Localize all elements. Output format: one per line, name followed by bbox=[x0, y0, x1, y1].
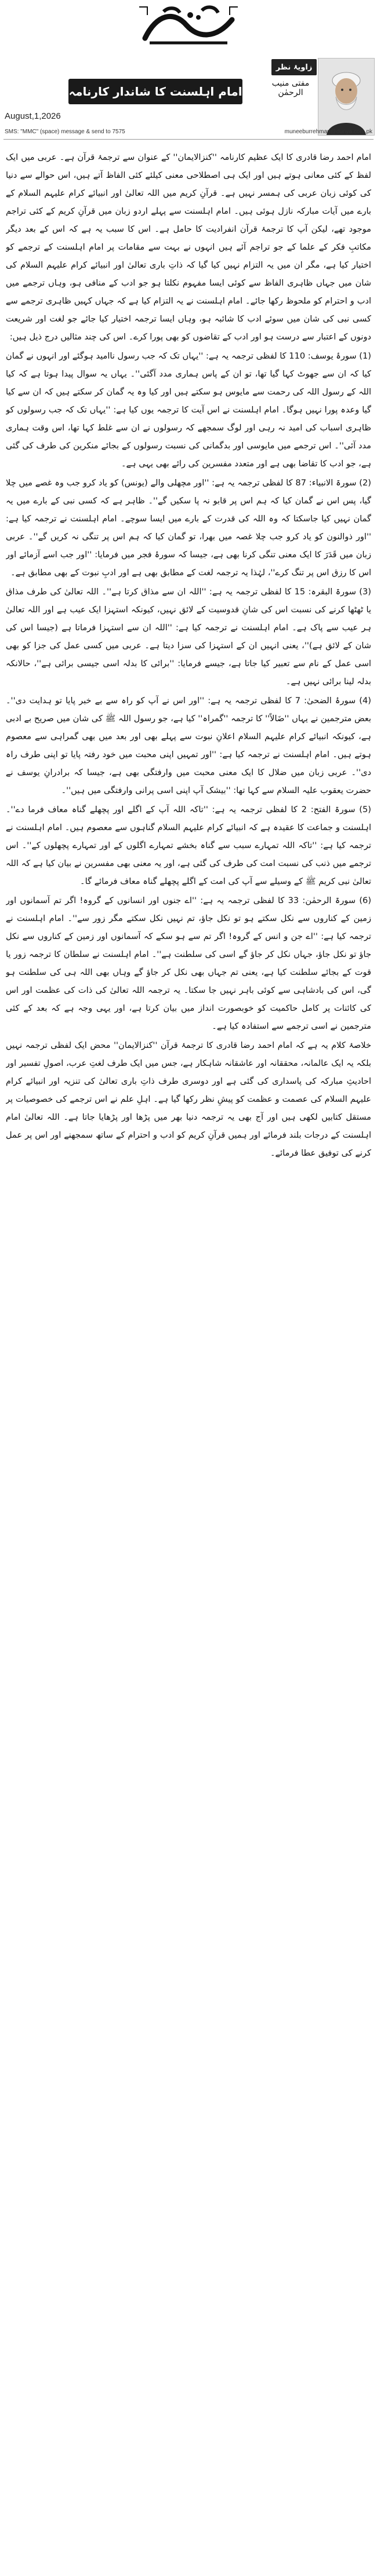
author-portrait bbox=[318, 58, 375, 136]
author-name: مفتی منیب الرحمٰن bbox=[271, 79, 310, 97]
article-paragraph: (2) سورۃ الانبیاء: 87 کا لفظی ترجمہ یہ ہے: ''اور مچھلی والے (یونس) کو یاد کرو جب وہ غصے میں چلا گیا، پس اس نے گمان کیا کہ ہم اس پر قابو نہ پا سکیں گے''۔ ظاہر ہے کہ کسی نبی کے بارے میں یہ گمان نہیں کیا جاسکتا کہ وہ اللہ کی قدرت کے بارے میں ایسا سوچے۔ امام اہلسنت نے ترجمہ کیا ہے: ''اور ذوالنون کو یاد کرو جب چلا غصہ میں بھرا، تو گمان کیا کہ ہم اس پر تنگی نہ کریں گے''۔ عربی زبان میں قَدَرَ کا ایک معنی تنگی کرنا بھی ہے، جیسا کہ سورۂ فجر میں فرمایا: ''اور جب اسے آزمائے اور اس کا رزق اس پر تنگ کرے''، لہٰذا یہ ترجمہ لغت کے مطابق بھی ہے اور ادبِ نبوت کے بھی مطابق ہے۔ bbox=[6, 478, 371, 578]
article-paragraph: (4) سورۂ الضحیٰ: 7 کا لفظی ترجمہ یہ ہے: ''اور اس نے آپ کو راہ سے بے خبر پایا تو ہدایت دی''۔ بعض مترجمین نے یہاں ''ضَالاً'' کا ترجمہ ''گمراہ'' کیا ہے، جو رسول اللہ ﷺ کی شان میں صریح بے ادبی ہے، کیونکہ انبیائے کرام علیہم السلام اعلانِ نبوت سے پہلے بھی اور بعد میں بھی گمراہی سے معصوم ہوتے ہیں۔ امام اہلسنت نے ترجمہ کیا ہے: ''اور تمہیں اپنی محبت میں خود رفتہ پایا تو اپنی طرف راہ دی''۔ عربی زبان میں ضلال کا ایک معنی محبت میں وارفتگی بھی ہے، جیسا کہ برادرانِ یوسف نے حضرت یعقوب علیہ السلام سے کہا تھا: ''بیشک آپ اپنی اسی پرانی وارفتگی میں ہیں''۔ bbox=[6, 696, 371, 795]
article-paragraph: (1) سورۂ یوسف: 110 کا لفظی ترجمہ یہ ہے: ''یہاں تک کہ جب رسول ناامید ہوگئے اور انہوں نے گمان کیا کہ ان سے جھوٹ کہا گیا تھا، تو ان کے پاس ہماری مدد آگئی''۔ یہاں یہ سوال پیدا ہوتا ہے کہ کیا اللہ کے رسول اللہ کی رحمت سے مایوس ہو سکتے ہیں اور کیا وہ یہ گمان کر سکتے ہیں کہ ان سے کیا گیا وعدہ پورا نہیں ہوگا۔ امام اہلسنت نے اس آیت کا ترجمہ یوں کیا ہے: ''یہاں تک کہ جب رسولوں کو ظاہری اسباب کی امید نہ رہی اور لوگ سمجھے کہ رسولوں نے ان سے غلط کہا تھا، اس وقت ہماری مدد آئی''۔ اس ترجمے میں مایوسی اور بدگمانی کی نسبت رسولوں کے بجائے منکرین کی طرف کی گئی ہے، جو ادب کا تقاضا بھی ہے اور متعدد مفسرین کی رائے بھی یہی ہے۔ bbox=[6, 351, 371, 469]
header-divider bbox=[3, 139, 374, 140]
article-paragraph: خلاصۂ کلام یہ ہے کہ امام احمد رضا قادری کا ترجمۂ قرآن ''کنزالایمان'' محض ایک لفظی ترجمہ نہیں بلکہ یہ ایک عالمانہ، محققانہ اور عاشقانہ شاہکار ہے، جس میں ایک طرف لغتِ عرب، اصولِ تفسیر اور احادیثِ مبارکہ کی پاسداری کی گئی ہے اور دوسری طرف ذاتِ باری تعالیٰ کی تنزیہ اور انبیائے کرام علیہم السلام کی عصمت و عظمت کو پیشِ نظر رکھا گیا ہے۔ اہلِ علم نے اس ترجمے کی خصوصیات پر مستقل کتابیں لکھی ہیں اور آج بھی یہ ترجمہ دنیا بھر میں پڑھا اور پڑھایا جاتا ہے۔ اللہ تعالیٰ امام اہلسنت کے درجات بلند فرمائے اور ہمیں قرآنِ کریم کو ادب و احترام کے ساتھ سمجھنے اور اس پر عمل کرنے کی توفیق عطا فرمائے۔ bbox=[6, 1040, 371, 1158]
article-paragraph: امام احمد رضا قادری کا ایک عظیم کارنامہ ''کنزالایمان'' کے عنوان سے ترجمۂ قرآن ہے۔ عربی میں ایک لفظ کے کئی معانی ہوتے ہیں اور ایک ہی اصطلاحی معنی کیلئے کئی الفاظ آتے ہیں، اس حوالے سے دنیا کی کوئی زبان عربی کی ہمسر نہیں ہے۔ قرآنِ کریم میں اللہ تعالیٰ اور انبیائے کرام علیہم السلام کے بارے میں آیات مبارکہ نازل ہوئی ہیں۔ امام اہلسنت سے پہلے اردو زبان میں قرآنِ کریم کے کئی تراجم موجود تھے، لیکن آپ کا ترجمۂ قرآن انفرادیت کا حامل ہے۔ اس کا سبب یہ ہے کہ اس کے بعد دیگر مکاتبِ فکر کے علما کے جو تراجم آئے ہیں انہوں نے بہت سے مقامات پر امام اہلسنت کے ترجمے کو اختیار کیا ہے، مگر ان میں یہ التزام نہیں کیا گیا کہ ذاتِ باری تعالیٰ اور انبیائے کرام علیہم السلام کی شان میں جہاں ظاہری الفاظ سے کوئی ایسا مفہوم نکلتا ہو جو ادب کے منافی ہو، وہاں ترجمے میں ادب و احترام کو ملحوظ رکھا جائے۔ امام اہلسنت نے یہ التزام کیا ہے کہ جہاں کہیں ظاہری ترجمے سے کسی نبی کی شان میں سوئے ادب کا شائبہ ہو، وہاں ایسا ترجمہ اختیار کیا جائے جو لغت اور شریعت دونوں کے اعتبار سے درست ہو اور ادب کے تقاضوں کو بھی پورا کرے۔ اس کی چند مثالیں درج ذیل ہیں: bbox=[6, 152, 371, 342]
sms-instructions: SMS: "MMC" (space) message & send to 7575 bbox=[5, 129, 125, 135]
article-paragraph: (3) سورۃ البقرہ: 15 کا لفظی ترجمہ یہ ہے: ''اللہ ان سے مذاق کرتا ہے''۔ اللہ تعالیٰ کی طرف مذاق یا ٹھٹھا کرنے کی نسبت اس کی شانِ قدوسیت کے لائق نہیں، کیونکہ استہزا ایک عیب ہے اور اللہ تعالیٰ ہر عیب سے پاک ہے۔ امام اہلسنت نے ترجمہ کیا ہے: ''اللہ ان سے استہزا فرماتا ہے (جیسا اس کی شان کے لائق ہے)''، یعنی انہیں ان کے استہزا کی سزا دیتا ہے۔ عربی میں کسی عمل کی جزا کو بھی اسی عمل کے نام سے تعبیر کیا جاتا ہے، جیسے فرمایا: ''برائی کا بدلہ اسی جیسی برائی ہے''، حالانکہ بدلہ لینا برائی نہیں ہے۔ bbox=[6, 587, 371, 686]
author-email-link[interactable]: muneeburrehman@dunya.com.pk bbox=[284, 129, 372, 135]
column-header bbox=[0, 56, 377, 142]
article-paragraph: (5) سورۃ الفتح: 2 کا لفظی ترجمہ یہ ہے: ''تاکہ اللہ آپ کے اگلے اور پچھلے گناہ معاف فرما دے''۔ اہلسنت و جماعت کا عقیدہ ہے کہ انبیائے کرام علیہم السلام گناہوں سے معصوم ہیں۔ امام اہلسنت نے ترجمہ کیا ہے: ''تاکہ اللہ تمہارے سبب سے گناہ بخشے تمہارے اگلوں کے اور تمہارے پچھلوں کے''۔ اس ترجمے میں ذنب کی نسبت امت کی طرف کی گئی ہے، اور یہ معنی بھی مفسرین نے بیان کیا ہے کہ اللہ تعالیٰ نبی کریم ﷺ کے وسیلے سے آپ کی امت کے اگلے پچھلے گناہ معاف فرمائے گا۔ bbox=[6, 805, 371, 886]
article-body bbox=[6, 148, 371, 2570]
publish-date: August,1,2026 bbox=[5, 111, 61, 121]
column-tag: زاویۂ نظر bbox=[271, 59, 317, 75]
article-paragraph: (6) سورۃ الرحمٰن: 33 کا لفظی ترجمہ یہ ہے: ''اے جنوں اور انسانوں کے گروہ! اگر تم آسمانوں اور زمین کے کناروں سے نکل سکتے ہو تو نکل جاؤ، تم نہیں نکل سکتے مگر زور سے''۔ امام اہلسنت نے ترجمہ کیا ہے: ''اے جن و انس کے گروہ! اگر تم سے ہو سکے کہ آسمانوں اور زمین کے کناروں سے نکل جاؤ تو نکل جاؤ، جہاں نکل کر جاؤ گے اسی کی سلطنت ہے''۔ امام اہلسنت نے سلطان کا ترجمہ زور یا قوت کے بجائے سلطنت کیا ہے، یعنی تم جہاں بھی نکل کر جاؤ گے وہاں بھی اللہ ہی کی سلطنت ہو گی، اس کی بادشاہی سے کوئی باہر نہیں جا سکتا۔ یہ ترجمہ اللہ تعالیٰ کی ذات کی عظمت اور اس کی کائنات پر کامل حاکمیت کو خوبصورت انداز میں بیان کرتا ہے، اور یہی وجہ ہے کہ بعد کے کئی مترجمین نے اسی ترجمے سے استفادہ کیا ہے۔ bbox=[6, 896, 371, 1031]
masthead bbox=[0, 0, 377, 53]
dunya-logo-icon[interactable] bbox=[133, 2, 244, 51]
article-title: امام اہلسنت کا شاندار کارنامہ bbox=[68, 79, 242, 104]
